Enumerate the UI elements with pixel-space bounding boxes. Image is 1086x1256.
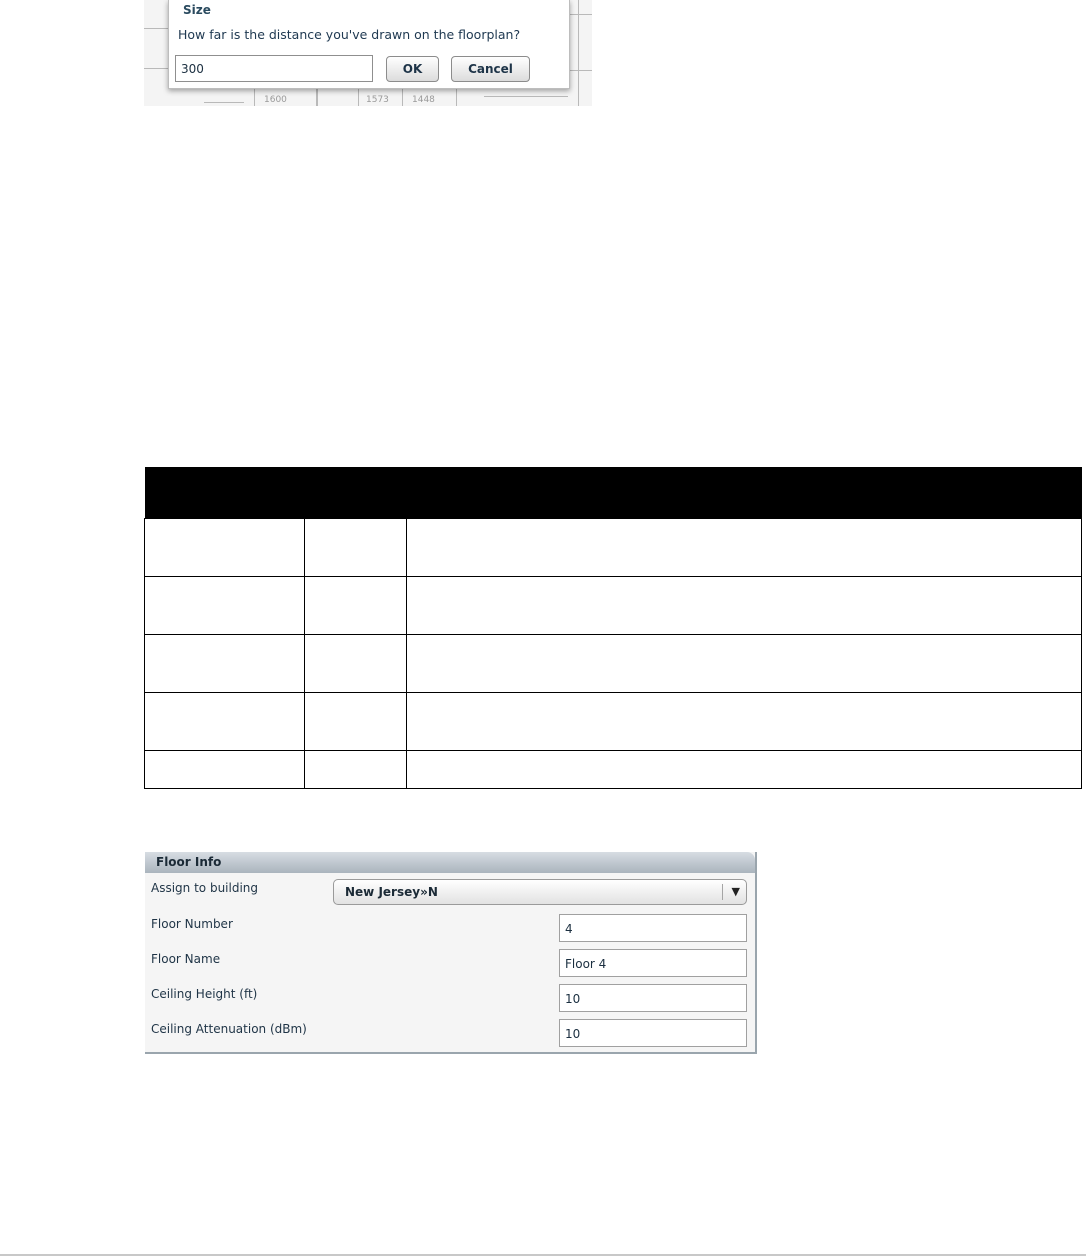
ceiling-height-label: Ceiling Height (ft) <box>151 987 258 1001</box>
floor-name-label: Floor Name <box>151 952 221 966</box>
floorplan-wall <box>484 96 568 97</box>
building-select-value: New Jersey»N <box>345 885 438 899</box>
table-row <box>145 693 1082 751</box>
table-cell <box>305 751 407 789</box>
floor-number-label: Floor Number <box>151 917 233 931</box>
chevron-down-icon[interactable]: ▼ <box>731 885 740 898</box>
table-cell <box>407 693 1082 751</box>
table-cell <box>305 693 407 751</box>
distance-input[interactable] <box>175 55 373 82</box>
floorplan-room-label: 1573 <box>366 95 389 105</box>
table-row <box>145 577 1082 635</box>
floorplan-wall <box>358 88 359 106</box>
floorplan-wall <box>402 88 403 106</box>
size-dialog-screenshot <box>144 0 592 106</box>
floorplan-wall <box>316 88 318 106</box>
floor-info-panel <box>145 852 757 1054</box>
floorplan-wall <box>568 70 592 71</box>
table-cell <box>407 751 1082 789</box>
floorplan-wall <box>144 68 168 69</box>
table-cell <box>305 519 407 577</box>
table-header-cell <box>145 467 305 519</box>
size-dialog <box>168 0 570 89</box>
floor-number-input[interactable] <box>559 914 747 942</box>
floorplan-wall <box>578 0 579 106</box>
floorplan-wall <box>144 28 168 29</box>
ceiling-height-input[interactable] <box>559 984 747 1012</box>
table-cell <box>407 635 1082 693</box>
floor-info-title: Floor Info <box>156 855 222 869</box>
table-row <box>145 519 1082 577</box>
table-header-cell <box>305 467 407 519</box>
floor-info-header <box>145 852 755 873</box>
table-row <box>145 751 1082 789</box>
floor-name-input[interactable] <box>559 949 747 977</box>
table-cell <box>305 635 407 693</box>
table-cell <box>407 577 1082 635</box>
assign-building-label: Assign to building <box>151 881 259 895</box>
table-cell <box>145 577 305 635</box>
cancel-button[interactable]: Cancel <box>451 56 530 82</box>
ceiling-attenuation-input[interactable] <box>559 1019 747 1047</box>
table-header-cell <box>407 467 1082 519</box>
floorplan-room-label: 1600 <box>264 95 287 105</box>
table-cell <box>145 519 305 577</box>
table-header-row <box>145 467 1082 519</box>
table-cell <box>145 693 305 751</box>
floorplan-wall <box>204 102 244 103</box>
table-cell <box>305 577 407 635</box>
table-cell <box>145 635 305 693</box>
building-select[interactable] <box>333 879 747 905</box>
dialog-title: Size <box>183 3 211 17</box>
table-cell <box>407 519 1082 577</box>
table-cell <box>145 751 305 789</box>
table-row <box>145 635 1082 693</box>
data-table <box>144 467 1082 789</box>
floorplan-room-label: 1448 <box>412 95 435 105</box>
floorplan-wall <box>254 88 255 106</box>
ceiling-attenuation-label: Ceiling Attenuation (dBm) <box>151 1022 307 1036</box>
distance-question: How far is the distance you've drawn on the floorplan? <box>178 27 521 42</box>
floorplan-wall <box>568 14 592 15</box>
floorplan-wall <box>456 88 457 106</box>
select-divider <box>722 884 723 900</box>
ok-button[interactable]: OK <box>386 56 439 82</box>
